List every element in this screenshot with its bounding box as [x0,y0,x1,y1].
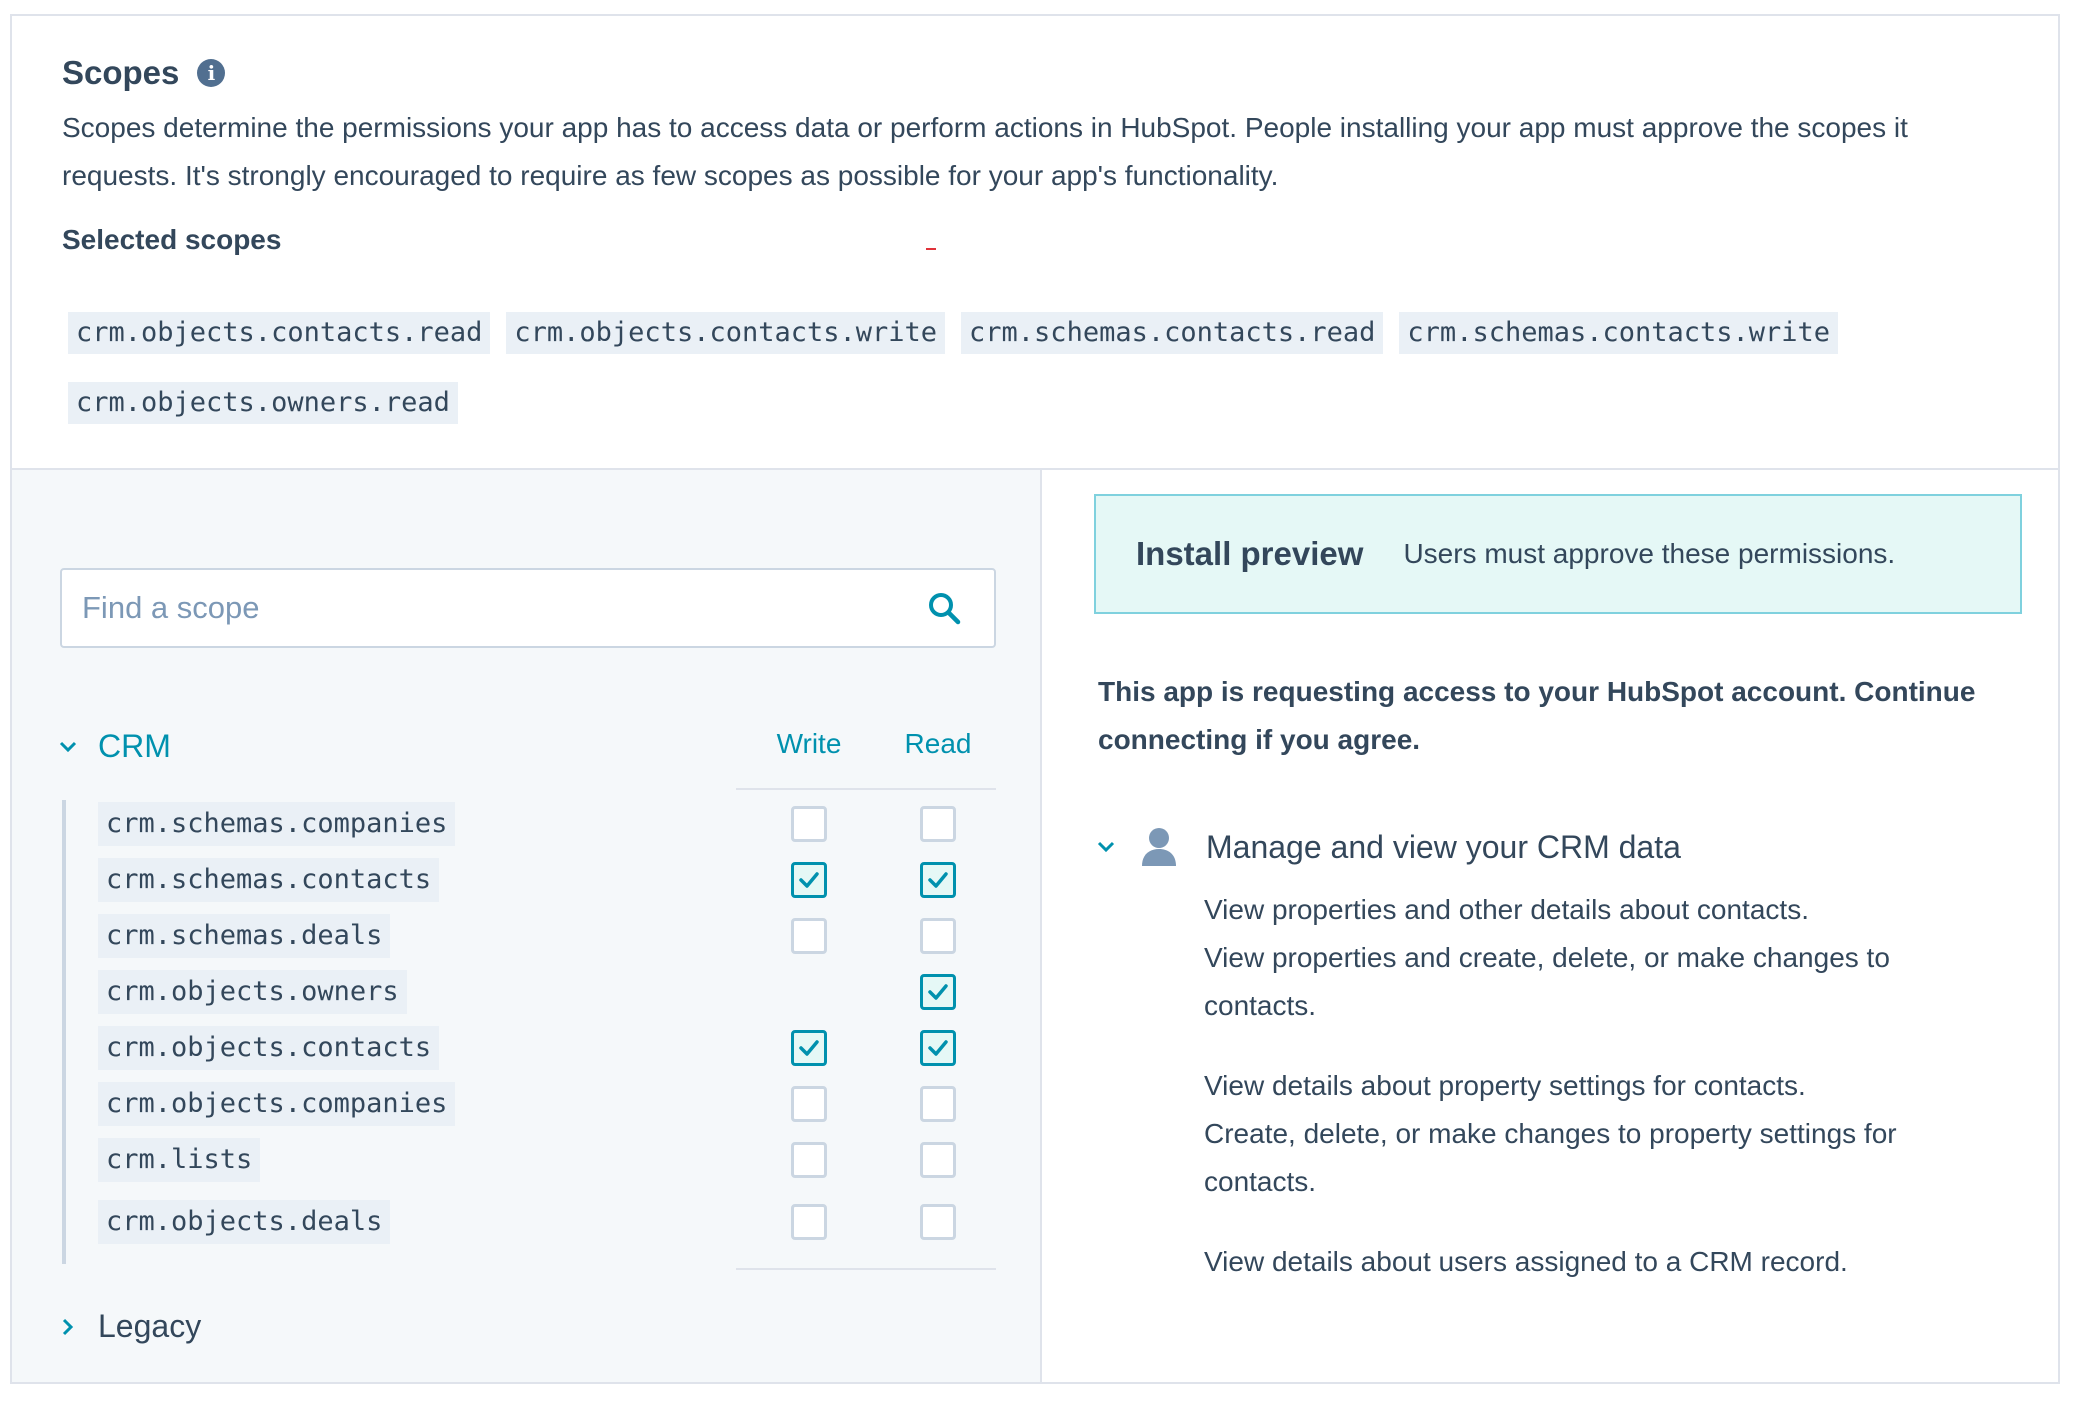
read-checkbox[interactable] [920,918,956,954]
write-checkbox[interactable] [791,806,827,842]
permission-text: View properties and other details about contacts. [1204,894,1809,925]
write-checkbox[interactable] [791,862,827,898]
scopes-description: Scopes determine the permissions your app has to access data or perform actions in HubSpot. People installing your app must approve the scopes it requests. It's strongly encouraged to require as few scopes as possible for your app's functionality. [62,112,1908,191]
scope-name: crm.schemas.deals [98,914,390,958]
permission-text: View details about property settings for contacts. [1204,1070,1806,1101]
search-icon[interactable] [920,584,968,632]
read-checkbox[interactable] [920,1086,956,1122]
selected-scopes-label: Selected scopes [62,224,282,255]
write-checkbox[interactable] [791,918,827,954]
chevron-right-icon [56,1315,80,1339]
app-scopes-page [10,14,2060,1384]
selected-scope-chip: crm.schemas.contacts.read [961,312,1383,354]
info-icon[interactable]: i [197,59,225,87]
scope-search-input[interactable] [62,589,920,627]
scope-name: crm.objects.deals [98,1200,390,1244]
install-preview-banner [1094,494,2022,614]
scopes-header [62,54,225,92]
read-column-header: Read [904,728,972,759]
permission-group-owners [1204,1238,2024,1286]
write-checkbox[interactable] [791,1204,827,1240]
access-request-text: This app is requesting access to your HubSpot account. Continue connecting if you agree. [1098,676,1976,755]
permission-text: contacts. [1204,1166,1317,1197]
chevron-down-icon [56,735,80,759]
selected-scope-chip: crm.schemas.contacts.write [1399,312,1838,354]
scope-name: crm.objects.contacts [98,1026,439,1070]
scope-name: crm.schemas.contacts [98,858,439,902]
scope-name: crm.schemas.companies [98,802,455,846]
write-checkbox[interactable] [791,1086,827,1122]
selected-scope-chip: crm.objects.contacts.read [68,312,490,354]
read-checkbox[interactable] [920,1142,956,1178]
write-column-header: Write [776,728,842,759]
read-checkbox[interactable] [920,974,956,1010]
scope-name: crm.objects.owners [98,970,407,1014]
scope-picker-panel [12,470,1042,1382]
column-header-divider [736,788,996,790]
chevron-down-icon [1094,835,1118,859]
scope-name: crm.objects.companies [98,1082,455,1126]
permission-text: Create, delete, or make changes to property settings for [1204,1118,1897,1149]
read-checkbox[interactable] [920,806,956,842]
scope-name: crm.lists [98,1138,260,1182]
red-dash-mark [926,248,936,250]
install-preview-subtitle: Users must approve these permissions. [1403,538,1896,569]
permission-text: View details about users assigned to a CRM record. [1204,1246,1848,1277]
permission-group-contacts [1204,886,2024,1030]
write-checkbox[interactable] [791,1142,827,1178]
scope-search-box [60,568,996,648]
manage-crm-title: Manage and view your CRM data [1206,828,1681,865]
permission-text: View properties and create, delete, or make changes to [1204,942,1890,973]
legacy-group-toggle[interactable] [56,1308,201,1345]
selected-scope-chip: crm.objects.contacts.write [506,312,945,354]
user-icon [1140,826,1178,868]
scopes-title: Scopes [62,54,180,91]
selected-scopes-list [68,312,2018,424]
install-preview-title: Install preview [1136,535,1364,572]
permission-text: contacts. [1204,990,1317,1021]
crm-group-toggle[interactable] [56,728,171,765]
read-checkbox[interactable] [920,1204,956,1240]
permission-group-property-settings [1204,1062,2024,1206]
manage-crm-toggle[interactable] [1094,826,1681,868]
read-checkbox[interactable] [920,1030,956,1066]
group-indent-bar [62,800,66,1264]
write-checkbox[interactable] [791,1030,827,1066]
column-footer-divider [736,1268,996,1270]
read-checkbox[interactable] [920,862,956,898]
selected-scope-chip: crm.objects.owners.read [68,382,458,424]
legacy-group-title: Legacy [98,1308,202,1344]
crm-group-title: CRM [98,728,171,764]
